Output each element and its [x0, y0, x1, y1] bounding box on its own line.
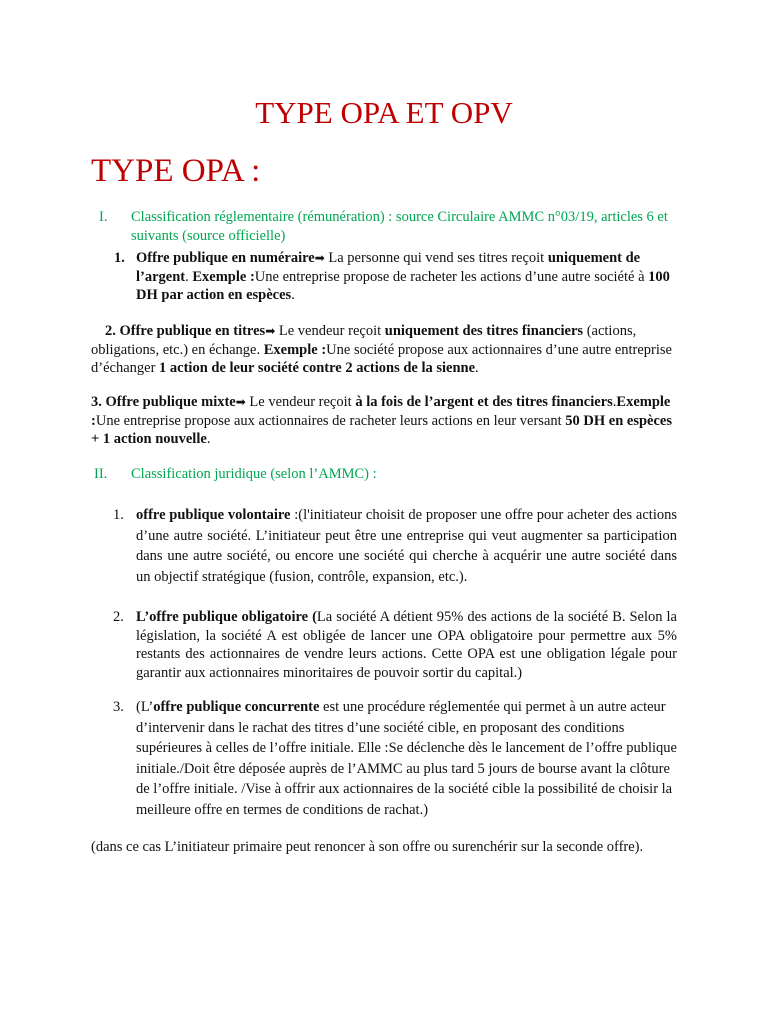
- section1-item3-number: 3.: [91, 394, 102, 410]
- section1-item1-bold-b: 100 DH par action en espèces: [136, 268, 670, 304]
- section2-item3-number: 3.: [113, 699, 124, 715]
- section1-item1-text-b: .: [185, 268, 193, 285]
- section2-item1: [136, 505, 677, 587]
- section1-item2-example-label: Exemple :: [263, 341, 327, 358]
- section1-item1-text-a: La personne qui vend ses titres reçoit: [324, 250, 548, 266]
- section1-item2-number: 2.: [105, 323, 116, 339]
- section1-item2-bold-b: 1 action de leur société contre 2 actions de la sienne: [159, 360, 476, 377]
- arrow-right-icon: ➡: [314, 251, 325, 265]
- section2-item2-number: 2.: [113, 609, 124, 625]
- section2-item2-term: L’offre publique obligatoire (: [136, 609, 317, 625]
- section1-item2: [91, 322, 686, 378]
- section1-item1-text-d: .: [291, 287, 295, 304]
- arrow-right-icon: ➡: [265, 324, 276, 338]
- section1-item3-bold-a: à la fois de l’argent et des titres financiers: [355, 394, 613, 410]
- section2-item3-prefix: (L’: [136, 699, 154, 715]
- section1-heading: Classification réglementaire (rémunération) : source Circulaire AMMC n°03/19, articles 6 et suivants (source officielle): [131, 209, 668, 244]
- section1-item2-bold-a: uniquement des titres financiers: [384, 323, 584, 339]
- section2-item2-text: La société A détient 95% des actions de la société B. Selon la législation, la société A est obligée de lancer une OPA obligatoire pour permettre aux 5% restants des actionnaires de vendre leurs actions. Cette OPA est une obligation légale pour garantir aux actionnaires minoritaires de pouvoir sortir du capital.): [136, 609, 677, 681]
- section1-item2-text-b: (actions, obligations, etc.) en échange.: [91, 323, 637, 358]
- section1-item1-number: 1.: [114, 250, 125, 266]
- section2-footnote: (dans ce cas L’initiateur primaire peut renoncer à son offre ou surenchérir sur la seconde offre).: [91, 839, 644, 855]
- section1-item3-text-a: Le vendeur reçoit: [245, 394, 356, 410]
- section1-item1-example-label: Exemple :: [192, 268, 255, 285]
- section1-item2-text-a: Le vendeur reçoit: [275, 323, 385, 339]
- section2-item2: [136, 608, 677, 682]
- section1-item1-term: Offre publique en numéraire: [136, 250, 315, 266]
- section2-item3: [136, 697, 681, 821]
- section2-numeral: II.: [94, 466, 108, 482]
- section2-item1-text: :(l'initiateur choisit de proposer une offre pour acheter des actions d’une autre société. L’initiateur peut être une entreprise qui veut augmenter sa participation dans une autre société, ou encore une société qui cherche à acquérir une autre société dans un objectif stratégique (fusion, contrôle, expansion, etc.).: [136, 507, 678, 585]
- document-title: TYPE OPA ET OPV: [255, 95, 513, 130]
- document-subtitle: TYPE OPA :: [91, 153, 261, 189]
- section2-item3-term: offre publique concurrente: [153, 699, 320, 715]
- section2-item3-text: est une procédure réglementée qui permet à un autre acteur d’intervenir dans le rachat des titres d’une société cible, en proposant des conditions supérieures à celles de l’offre initiale. Elle :Se déclenche dès le lancement de l’offre publique initiale./Doit être déposée auprès de l’AMMC au plus tard 5 jours de bourse avant la clôture de l’offre initiale. /Vise à offrir aux actionnaires de la société cible la possibilité de choisir la meilleure offre en termes de conditions de rachat.): [136, 699, 677, 818]
- section1-numeral: I.: [99, 209, 108, 225]
- section1-item3-text-b: .: [612, 394, 617, 410]
- section1-item3-text-d: .: [206, 431, 211, 448]
- section1-item1-bold-a: uniquement de l’argent: [136, 250, 641, 285]
- section1-item2-term: Offre publique en titres: [119, 323, 266, 339]
- section1-item3-bold-b: 50 DH en espèces + 1 action nouvelle: [91, 412, 672, 448]
- section1-item1: [136, 249, 681, 305]
- section2-heading: Classification juridique (selon l’AMMC) :: [131, 466, 377, 482]
- section1-item3: [91, 393, 676, 449]
- section1-item3-term: Offre publique mixte: [105, 394, 236, 410]
- section2-item1-term: offre publique volontaire: [136, 507, 291, 523]
- section1-item3-text-c: Une entreprise propose aux actionnaires de racheter leurs actions en leur versant: [95, 412, 566, 429]
- section2-item1-number: 1.: [113, 507, 124, 523]
- section1-item2-text-d: .: [475, 360, 479, 377]
- arrow-right-icon: ➡: [235, 395, 246, 409]
- section1-item1-text-c: Une entreprise propose de racheter les actions d’une autre société à: [254, 268, 649, 285]
- section1-item3-example-label: Exemple :: [91, 394, 671, 429]
- section1-item2-text-c: Une société propose aux actionnaires d’une autre entreprise d’échanger: [91, 341, 672, 377]
